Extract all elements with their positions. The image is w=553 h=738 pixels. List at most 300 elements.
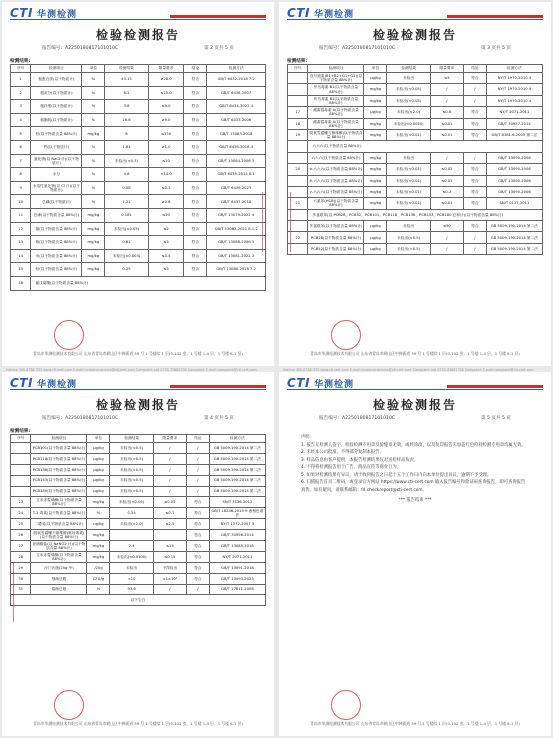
table-cell: ≤2 [148, 222, 184, 236]
table-cell: % [82, 195, 105, 209]
table-cell: mg/kg [364, 118, 387, 129]
table-cell: 符合 [184, 236, 207, 250]
table-cell: ≤0.01 [430, 198, 463, 209]
table-cell: GB/T 13079-2022 4 [207, 208, 266, 222]
table-cell: / [186, 464, 209, 475]
table-cell: <10 [110, 573, 153, 584]
statement-heading: 声明： [301, 435, 314, 440]
report-page-5 [279, 372, 551, 736]
table-row [288, 186, 543, 197]
table-cell: 3 [11, 100, 31, 114]
table-row [11, 453, 266, 464]
report-title: 检验检测报告 [372, 398, 457, 412]
table-cell: ≤0.1 [153, 508, 186, 519]
table-cell: μg/kg [87, 443, 110, 454]
table-cell: ≤5 [148, 263, 184, 277]
table-cell: 赭曲霉毒素 A(以干物质含量 88%计) [308, 118, 364, 129]
table-cell: GB/T 6439-2023 [207, 181, 266, 195]
table-cell: PCB101(以干物质含量 88%计) [31, 443, 87, 454]
table-cell: μg/kg [87, 486, 110, 497]
table-cell: 0.25 [105, 263, 148, 277]
table-row [288, 232, 543, 243]
table-row [288, 243, 543, 254]
table-cell: 亚硝酸盐(以 NaNO2 计)(以干物质含量 88%计) [32, 541, 86, 550]
report-meta [42, 415, 234, 421]
column-header: 限量要求 [153, 435, 186, 443]
table-cell: mg/kg [364, 164, 387, 175]
column-header: 序号 [11, 65, 31, 73]
statement-item: 4. 不得将检测报告用于广告、商品宣传等商业行为。 [301, 465, 401, 471]
table-cell: 脱氧雪腐镰刀菌烯醇(以干物质含量 88%计) [309, 130, 363, 140]
table-cell: 24 [11, 508, 31, 519]
table-cell: / [463, 84, 486, 95]
table-cell [11, 453, 31, 464]
table-cell: 26 [11, 530, 31, 541]
table-row [288, 73, 543, 84]
section-title: 检测结果: [10, 59, 31, 64]
table-cell: 符合 [184, 181, 207, 195]
table-cell: PCB153(以干物质含量 88%计) [31, 475, 87, 486]
table-cell: 伏马毒素 B2(以干物质含量 88%计) [308, 95, 364, 106]
table-cell: 氯化钠(以 NaCl 计)(以干物质计) [31, 154, 82, 168]
table-cell: 未检出(<0.5) [387, 243, 430, 254]
table-cell: GB 5009.190-2014 第二法 [209, 443, 265, 454]
report-meta [42, 45, 234, 51]
table-cell: 30 [11, 573, 31, 584]
table-cell: mg/kg [82, 222, 105, 236]
page-header [10, 376, 266, 390]
table-cell: GB/T 30956-2014 [209, 530, 265, 541]
table-cell: 未检出(<0.3) [105, 154, 148, 168]
table-cell [288, 141, 308, 152]
table-cell: 22 [288, 232, 308, 243]
table-cell: ≤0.3 [148, 181, 184, 195]
table-cell: 0.61 [105, 236, 148, 250]
table-cell: 23 [11, 497, 31, 508]
contact-strip: Hotline 400-6788-333 www.cti-cert.com E-mail:customerservice@cti-cert.com Complaint call 0755-33681700 Complaint E-mail:complaint@cti-cert.com [283, 368, 534, 372]
table-cell: 符合 [463, 164, 486, 175]
table-cell: 总磷(以干物质计) [31, 195, 82, 209]
table-end-marker: 以下空白 [11, 595, 266, 606]
table-cell: / [186, 443, 209, 454]
report-page-3 [279, 2, 551, 366]
table-cell: 铅(以干物质含量 88%计) [31, 127, 82, 141]
table-cell: mg/kg [364, 198, 387, 209]
table-row [288, 107, 543, 118]
table-cell: mg/kg [87, 497, 110, 508]
table-cell: 未检出(<0.5) [387, 232, 430, 243]
table-cell: 14 [11, 249, 31, 263]
table-cell [288, 175, 308, 186]
column-header: 单位 [82, 65, 105, 73]
table-cell: 未检出(<0.5) [110, 486, 153, 497]
table-cell: GB/T 6432-2018 7.2 [207, 73, 266, 87]
table-cell: 未检出(<0.05) [387, 84, 430, 95]
table-cell: 6 [11, 140, 31, 154]
table-cell: % [82, 168, 105, 182]
table-cell: 符合 [184, 208, 207, 222]
column-header: 检测方法 [207, 65, 266, 73]
table-cell: mg/kg [364, 152, 387, 163]
table-cell: ≤0.15 [153, 551, 186, 562]
table-cell: 未检出 [110, 562, 153, 573]
column-header: 检测结果 [387, 65, 430, 73]
table-cell: 符合 [463, 129, 486, 140]
table-cell: / [186, 584, 209, 595]
table-row [11, 263, 266, 277]
table-cell: 未检出(<0.0100) [110, 551, 153, 562]
table-cell: SN/T 0127-2011 [486, 198, 542, 209]
table-cell: 符合 [463, 175, 486, 186]
table-cell: NY/T 1970-2010 4 [486, 84, 542, 95]
results-table [10, 434, 266, 606]
table-cell: 符合 [186, 519, 209, 530]
table-row [11, 154, 266, 168]
table-cell: 7 [11, 154, 31, 168]
table-cell: GB/T 6437-2018 [207, 195, 266, 209]
table-row [11, 584, 266, 595]
table-cell: GB 5009.190-2014 第二法 [486, 221, 542, 232]
header-accent-bar [170, 385, 266, 388]
table-cell: GB/T 13090-2006 [486, 186, 542, 197]
table-row [288, 175, 543, 186]
results-table [10, 64, 266, 291]
table-cell: 13 [11, 236, 31, 250]
report-number: 报告编号：A2250180817101010C [42, 416, 119, 421]
table-cell: μg/kg [364, 243, 387, 254]
table-row [11, 519, 266, 530]
company-seal [331, 320, 361, 350]
table-cell: 3.6 [105, 100, 148, 114]
table-row [11, 127, 266, 141]
table-cell: / [430, 84, 463, 95]
table-cell [288, 152, 308, 163]
statement-item: 2. 未经本公司批准，不得部分复制本报告。 [301, 450, 384, 456]
table-cell: 31 [11, 584, 31, 595]
table-cell: ≤0.05 [153, 497, 186, 508]
table-row [11, 208, 266, 222]
table-cell: 29 [11, 562, 31, 573]
table-cell: ≤150 [148, 127, 184, 141]
table-cell [288, 95, 308, 106]
seam-seal [4, 562, 14, 622]
table-cell: ≤10 [148, 208, 184, 222]
table-cell: / [430, 232, 463, 243]
table-cell: 12 [11, 222, 31, 236]
report-end-marker: *** 报告结束 *** [398, 498, 432, 504]
table-cell: mg/kg [364, 95, 387, 106]
table-cell [11, 443, 31, 454]
column-header: 单位 [364, 65, 387, 73]
table-cell: 0.58 [105, 181, 148, 195]
table-cell: ≤5 [430, 73, 463, 84]
page-header [287, 376, 543, 390]
table-row [288, 198, 543, 209]
table-cell: ≤0.6 [430, 107, 463, 118]
table-cell: 二噁英(以干物质含量 88%计) [31, 519, 87, 530]
table-cell: 未检出(<0.05) [105, 222, 148, 236]
table-cell: % [82, 181, 105, 195]
table-cell: μg/kg [364, 221, 387, 232]
statement-item: 5. 如果对检测结果有异议，请于收到报告之日起十五个工作日内向本单位提出异议，逾期不予受理。 [301, 472, 492, 478]
table-cell: GB/T 13090-2006 [486, 175, 542, 186]
table-cell: GB/T 6433-2006 [207, 113, 266, 127]
table-cell: % [87, 584, 110, 595]
statement-item: 6. 扫描报告首页二维码，或登录官方网站 https://www.cti-cert.com 输入报告编号和验证码查询报告，即可查询报告真伪。如有疑问，请联系邮箱：fd.checkreport@cti-cert.com。 [301, 480, 526, 493]
table-cell: GB/T 13084-2006 3 [207, 154, 266, 168]
table-cell [11, 486, 31, 497]
table-cell: 汞(以干物质含量 88%计) [31, 249, 82, 263]
table-cell: <14.0 [148, 168, 184, 182]
table-cell: mg/kg [82, 127, 105, 141]
table-cell: % [82, 113, 105, 127]
table-cell [153, 530, 186, 541]
statement-block [301, 434, 529, 505]
table-cell: 未检出(<0.0050) [387, 118, 430, 129]
report-number: 报告编号：A2250180817101010C [319, 46, 396, 51]
table-cell: / [430, 152, 463, 163]
table-cell: 符合 [184, 154, 207, 168]
table-cell: 符合 [184, 100, 207, 114]
table-cell: % [82, 140, 105, 154]
table-cell [288, 73, 308, 84]
table-cell: 符合 [186, 573, 209, 584]
table-cell: 水分 [31, 168, 82, 182]
table-cell: 多氯联苯(以干物质含量 88%计) [308, 221, 364, 232]
table-cell: 未检出(<0.5) [110, 464, 153, 475]
table-cell: 六六六(以干物质含量 88%计) [308, 152, 364, 163]
table-cell: 16.6 [105, 113, 148, 127]
table-cell: ng/kg [87, 519, 110, 530]
column-header: 结论 [186, 435, 209, 443]
table-row [11, 530, 266, 541]
table-cell: / [153, 475, 186, 486]
table-row [11, 497, 266, 508]
table-cell: 未检出(<0.05) [110, 497, 153, 508]
table-cell: GB/T 13082-2021 8.1.2 [207, 222, 266, 236]
table-cell: ≤10.0 [148, 86, 184, 100]
table-cell: 28 [11, 551, 31, 562]
table-row [11, 236, 266, 250]
table-cell: 符合 [463, 107, 486, 118]
table-cell: % [82, 100, 105, 114]
table-cell: ≥9.0 [148, 113, 184, 127]
table-cell: T-2 毒素(以干物质含量 88%计) [31, 508, 87, 519]
table-cell: 9 [11, 181, 31, 195]
table-cell: GB/T 13093-2023 [209, 573, 265, 584]
table-cell: 亚马逊素(B1+B2+G1+G2)(以干物质含量 88%计) [309, 73, 363, 83]
page-number: 第 3 页共 5 页 [480, 46, 511, 51]
table-cell: 符合 [186, 508, 209, 519]
column-header: 检测方法 [209, 435, 265, 443]
table-cell: 赭曲霉毒素 A(以干物质含量 88%计) [308, 107, 364, 118]
table-cell: 符合 [463, 221, 486, 232]
table-cell: NY/T 2071-2011 [209, 551, 265, 562]
table-row [11, 508, 266, 519]
table-cell: ≤2.5 [153, 519, 186, 530]
table-cell: 符合 [463, 186, 486, 197]
table-row [11, 86, 266, 100]
table-cell: GB/T 13090-2006 [486, 152, 542, 163]
column-header: 检测项目 [31, 65, 82, 73]
table-cell: mg/kg [364, 84, 387, 95]
table-row [288, 209, 543, 220]
table-cell: ≤0.01 [430, 175, 463, 186]
table-section-cell: 氰戊菊酯(以干物质含量 88%计) [31, 276, 266, 290]
table-cell: 20 [288, 164, 308, 175]
report-title: 检验检测报告 [372, 28, 457, 42]
seam-seal [262, 192, 272, 252]
column-header: 限量要求 [148, 65, 184, 73]
table-cell: / [463, 232, 486, 243]
table-cell: 符合 [186, 530, 209, 541]
table-cell: % [87, 508, 110, 519]
table-cell: 符合 [463, 73, 486, 84]
page-footer: 青岛市华测检测技术有限公司 山东省青岛市崂山区中韩街道 39 号 1 号楼综 1 层(0-102 室、1 号楼 1-4 层、1 号楼 6-1 层) [310, 720, 520, 726]
table-cell: 粗纤维(以干物质计) [31, 100, 82, 114]
table-cell: 未检出(<2.0) [387, 107, 430, 118]
table-cell: 17 [288, 107, 308, 118]
table-cell: 16 [11, 276, 31, 290]
table-cell: PCB118(以干物质含量 88%计) [31, 453, 87, 464]
table-row [11, 551, 266, 562]
table-cell: GB/T 13080-2018 7.2 [207, 263, 266, 277]
table-cell: PCB180(以干物质含量 88%计) [31, 486, 87, 497]
header-accent-bar [447, 15, 543, 18]
table-row [11, 475, 266, 486]
table-cell: ≤90 [430, 221, 463, 232]
table-cell: 铬(以干物质含量 88%计) [31, 236, 82, 250]
table-cell: γ-六六六(以干物质含量 88%计) [308, 186, 364, 197]
table-cell: GB/T 13091-2018 [209, 562, 265, 573]
table-cell: % [82, 73, 105, 87]
table-cell: 15 [11, 263, 31, 277]
table-cell: 符合 [186, 541, 209, 552]
table-cell: β-六六六(以干物质含量 88%计) [308, 175, 364, 186]
table-row [11, 464, 266, 475]
table-cell: GB/T 13083-2018 [207, 127, 266, 141]
table-cell: GB 5009.190-2014 第二法 [486, 243, 542, 254]
column-header: 序号 [288, 65, 308, 73]
table-cell: NY/T 1372-2007 3 [209, 519, 265, 530]
table-row [11, 541, 266, 552]
table-cell: ≤9.0 [148, 100, 184, 114]
table-cell: GB/T 6435-2014 8.1 [207, 168, 266, 182]
table-cell: 玉米赤霉烯酮(以干物质含量 88%计) [31, 551, 87, 562]
table-cell: 10 [11, 195, 31, 209]
table-cell: 符合 [184, 140, 207, 154]
table-cell: / [463, 152, 486, 163]
table-cell: 未检出(<0.5) [110, 453, 153, 464]
table-cell: PCB28(以干物质含量 88%计) [308, 232, 364, 243]
section-title: 检测结果: [287, 59, 308, 64]
page-number: 第 2 页共 5 页 [203, 46, 234, 51]
column-header: 序号 [11, 435, 31, 443]
table-cell: 玉米赤霉烯酮(以干物质含量 88%计) [31, 497, 87, 508]
report-meta [319, 45, 511, 51]
table-row [11, 113, 266, 127]
table-cell: 未检出(<0.5) [110, 475, 153, 486]
table-cell: μg/kg [87, 453, 110, 464]
table-cell: mg/kg [87, 541, 110, 552]
table-cell: GB/T 8381.6-2005 第二法 [486, 129, 542, 140]
table-row [11, 562, 266, 573]
table-cell: mg/kg [82, 236, 105, 250]
table-cell: 粗脂肪(以干物质计) [31, 113, 82, 127]
table-cell: mg/kg [82, 208, 105, 222]
table-cell: ≤15 [153, 541, 186, 552]
table-header-row [11, 65, 266, 73]
table-row [288, 152, 543, 163]
table-row [288, 164, 543, 175]
table-cell: % [82, 86, 105, 100]
page-header [287, 6, 543, 20]
table-cell: mg/kg [87, 551, 110, 562]
table-header-row [11, 435, 266, 443]
table-cell: % [82, 154, 105, 168]
table-cell: 脱氧雪腐镰刀菌烯醇(呕吐毒素)(以干物质含量 88%计) [31, 530, 87, 541]
table-cell: GB/T 6436-2018 4 [207, 140, 266, 154]
table-cell: / [186, 453, 209, 464]
table-cell: 1 [11, 73, 31, 87]
table-cell: / [153, 443, 186, 454]
table-cell [11, 464, 31, 475]
table-cell: / [186, 475, 209, 486]
table-cell: 未检出(<0.01) [387, 198, 430, 209]
report-page-4 [2, 372, 274, 736]
table-cell: 未检出(<0.003) [105, 249, 148, 263]
table-cell: / [430, 95, 463, 106]
page-footer: 青岛市华测检测技术有限公司 山东省青岛市崂山区中韩街道 39 号 1 号楼综 1 层(0-102 室、1 号楼 1-4 层、1 号楼 6-1 层) [310, 350, 520, 356]
table-cell: ≤0.5 [148, 249, 184, 263]
company-seal [54, 320, 84, 350]
table-cell: 未检出(<0.5) [110, 443, 153, 454]
table-cell: 符合 [184, 86, 207, 100]
table-cell: mg/kg [364, 175, 387, 186]
report-title: 检验检测报告 [95, 398, 180, 412]
table-cell: 铅(以干物质含量 88%计) [31, 263, 82, 277]
table-cell: 霉菌总数 [31, 584, 87, 595]
table-row [288, 95, 543, 106]
table-cell: GB 5009.190-2014 第二法 [486, 232, 542, 243]
table-cell: 4 [11, 113, 31, 127]
table-cell: NY/T 1970-2010 4 [486, 73, 542, 84]
table-cell: 21 [288, 198, 308, 209]
column-header: 检测方法 [486, 65, 542, 73]
table-cell: 未检出(<2.0) [110, 519, 153, 530]
report-number: 报告编号：A2250180817101010C [42, 46, 119, 51]
table-cell: 符合 [184, 168, 207, 182]
table-cell: GB 5009.190-2014 第二法 [209, 453, 265, 464]
column-header: 检测结果 [105, 65, 148, 73]
table-cell: 2 [11, 86, 31, 100]
table-cell: 25 [11, 519, 31, 530]
table-cell: 0.181 [105, 208, 148, 222]
table-row [11, 249, 266, 263]
table-cell: 粗灰分(以干物质计) [31, 86, 82, 100]
table-cell [11, 475, 31, 486]
table-cell: 8 [11, 168, 31, 182]
table-cell: GB/T 6434-2022 4 [207, 100, 266, 114]
contact-strip: Hotline 400-6788-333 www.cti-cert.com E-mail:customerservice@cti-cert.com Complaint call 0755-33681700 Complaint E-mail:complaint@cti-cert.com [6, 368, 257, 372]
table-cell: 未检出(<0.01) [387, 164, 430, 175]
table-cell: 未检出(<0.01) [387, 175, 430, 186]
table-cell: / [153, 486, 186, 497]
table-cell: 11 [11, 208, 31, 222]
column-header: 结论 [463, 65, 486, 73]
table-cell: 伏马毒素 B1(以干物质含量 88%计) [308, 84, 364, 95]
table-cell: 符合 [184, 113, 207, 127]
